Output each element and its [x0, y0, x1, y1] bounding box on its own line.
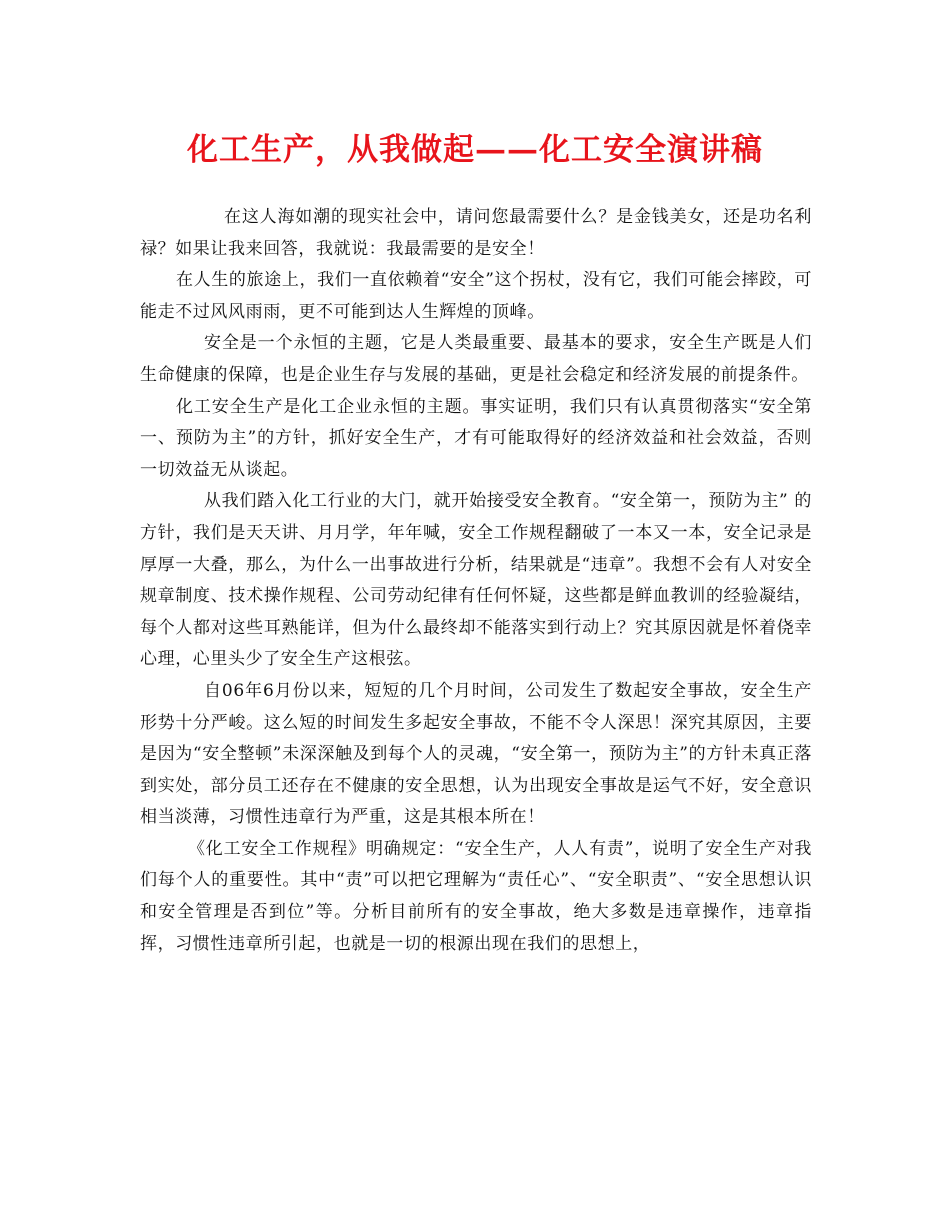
paragraph-5: 从我们踏入化工行业的大门，就开始接受安全教育。“安全第一，预防为主” 的方针，我们是天天讲、月月学，年年喊，安全工作规程翻破了一本又一本，安全记录是厚厚一大叠，那么，为什么一出事故进行分析，结果就是“违章”。我想不会有人对安全规章制度、技术操作规程、公司劳动纪律有任何怀疑，这些都是鲜血教训的经验凝结，每个人都对这些耳熟能详，但为什么最终却不能落实到行动上？究其原因就是怀着侥幸心理，心里头少了安全生产这根弦。 [140, 491, 812, 670]
document-title: 化工生产，从我做起——化工安全演讲稿 [187, 132, 763, 168]
document-body [140, 202, 812, 960]
paragraph-2: 在人生的旅途上，我们一直依赖着“安全”这个拐杖，没有它，我们可能会摔跤，可能走不过风风雨雨，更不可能到达人生辉煌的顶峰。 [140, 270, 812, 322]
paragraph-3: 安全是一个永恒的主题，它是人类最重要、最基本的要求，安全生产既是人们生命健康的保障，也是企业生存与发展的基础，更是社会稳定和经济发展的前提条件。 [140, 333, 812, 385]
paragraph-4: 化工安全生产是化工企业永恒的主题。事实证明，我们只有认真贯彻落实“安全第一、预防为主”的方针，抓好安全生产，才有可能取得好的经济效益和社会效益，否则一切效益无从谈起。 [140, 396, 812, 480]
paragraph-1: 在这人海如潮的现实社会中，请问您最需要什么？是金钱美女，还是功名利禄？如果让我来回答，我就说：我最需要的是安全！ [140, 207, 812, 259]
paragraph-7: 《化工安全工作规程》明确规定：“安全生产，人人有责”，说明了安全生产对我们每个人的重要性。其中“责”可以把它理解为“责任心”、“安全职责”、“安全思想认识和安全管理是否到位”等。分析目前所有的安全事故，绝大多数是违章操作，违章指挥，习惯性违章所引起，也就是一切的根源出现在我们的思想上， [140, 838, 812, 954]
paragraph-6: 自06年6月份以来，短短的几个月时间，公司发生了数起安全事故，安全生产形势十分严峻。这么短的时间发生多起安全事故，不能不令人深思！深究其原因，主要是因为“安全整顿”未深深触及到每个人的灵魂，“安全第一，预防为主”的方针未真正落到实处，部分员工还存在不健康的安全思想，认为出现安全事故是运气不好，安全意识相当淡薄，习惯性违章行为严重，这是其根本所在！ [140, 680, 812, 828]
